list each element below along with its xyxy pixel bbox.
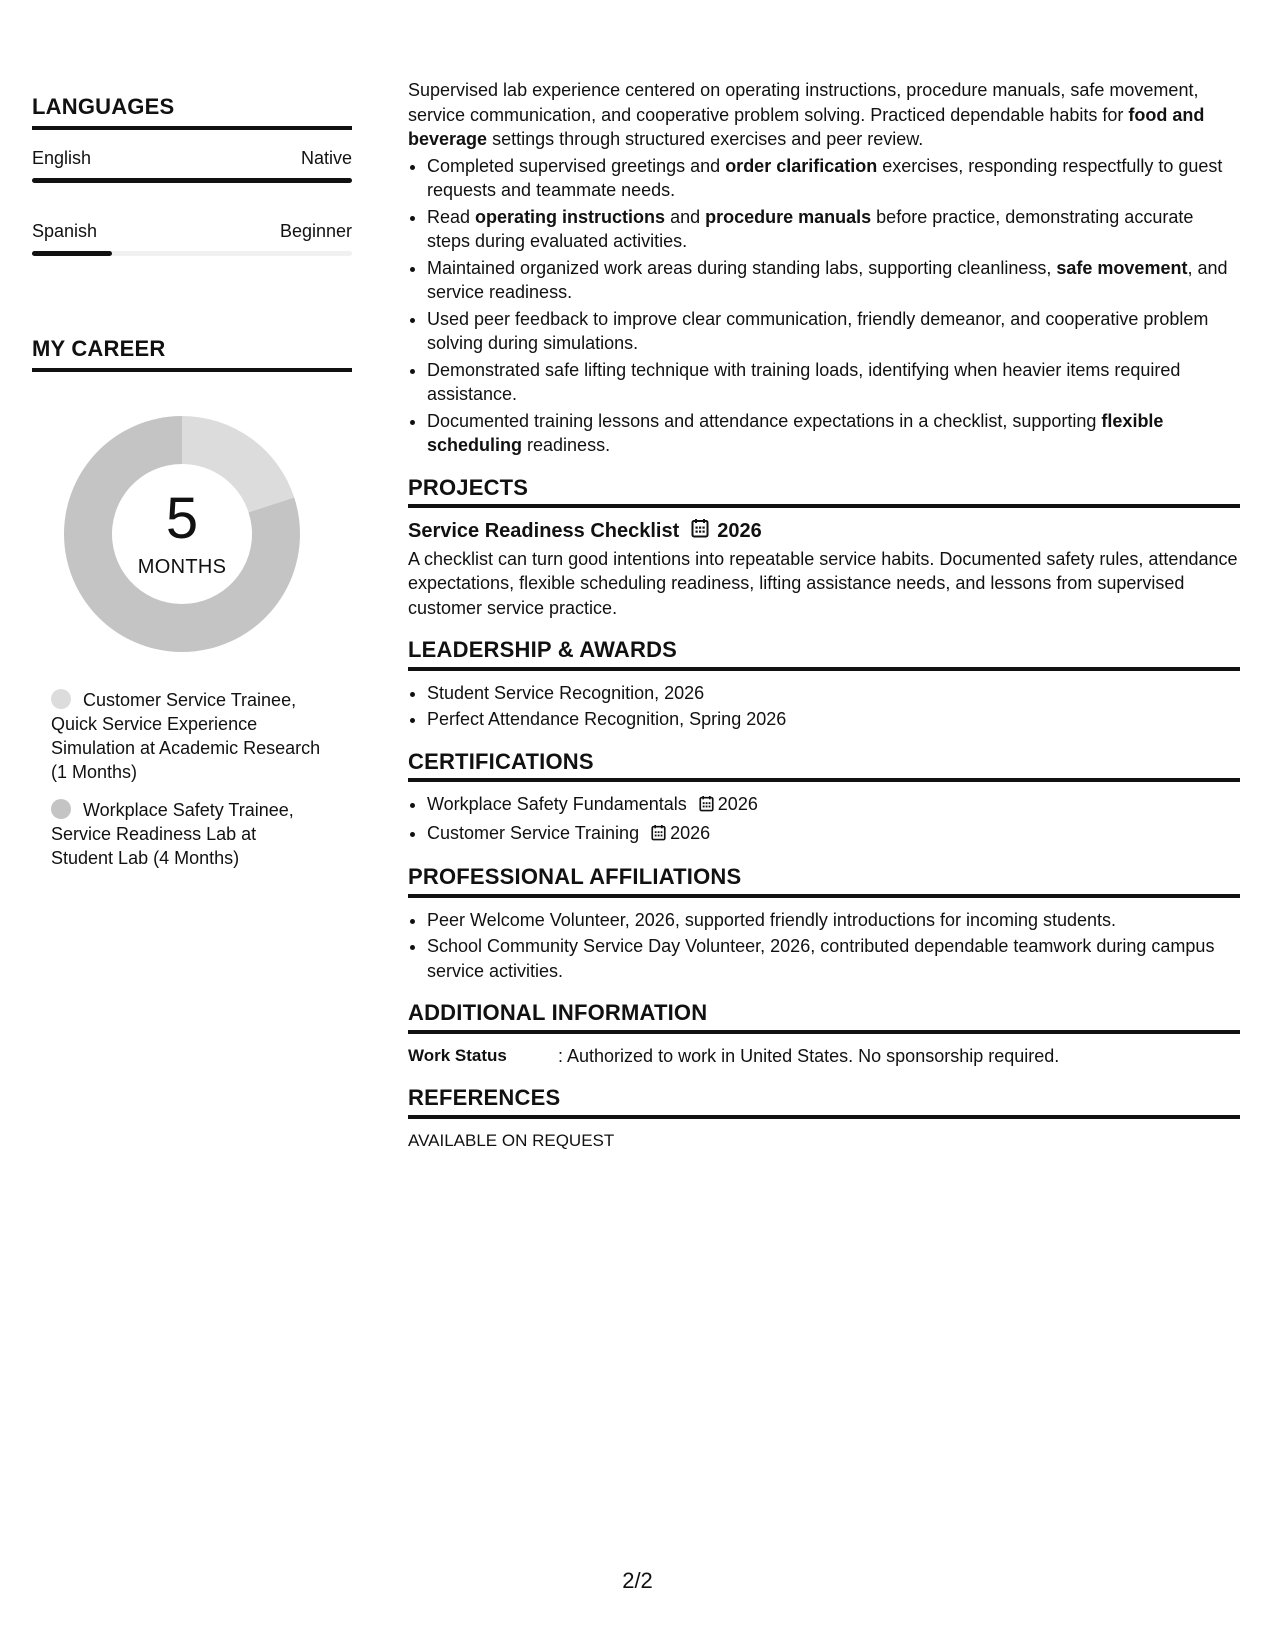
career-legend-item <box>51 798 321 870</box>
experience-bullet: • Maintained organized work areas during standing labs, supporting cleanliness, safe movement, and service readiness. <box>427 256 1240 305</box>
experience-bullets <box>408 154 1240 458</box>
certification-item: • Customer Service Training 2026 <box>427 821 1240 848</box>
experience-bullet: • Used peer feedback to improve clear communication, friendly demeanor, and cooperative problem solving during simulations. <box>427 307 1240 356</box>
career-role-label: Workplace Safety Trainee, Service Readiness Lab at Student Lab (4 Months) <box>51 800 294 868</box>
experience-bullet: • Read operating instructions and procedure manuals before practice, demonstrating accurate steps during evaluated activities. <box>427 205 1240 254</box>
references-title: REFERENCES <box>408 1086 1240 1119</box>
career-legend-item <box>51 688 321 784</box>
languages-list <box>32 146 352 256</box>
languages-title: LANGUAGES <box>32 94 352 130</box>
project-name: Service Readiness Checklist <box>408 520 680 542</box>
award-item: • Student Service Recognition, 2026 <box>427 681 1240 706</box>
career-total-value: 5 <box>165 485 199 551</box>
certifications-list <box>408 792 1240 847</box>
language-name: Spanish <box>32 221 98 241</box>
experience-bullet: • Demonstrated safe lifting technique with training loads, identifying when heavier items required assistance. <box>427 358 1240 407</box>
career-title: MY CAREER <box>32 336 352 372</box>
language-level: Native <box>300 148 352 168</box>
work-status-row <box>408 1044 1240 1069</box>
references-text: AVAILABLE ON REQUEST <box>408 1130 615 1150</box>
work-status-label: Work Status <box>408 1045 507 1065</box>
language-item <box>32 219 352 256</box>
calendar-icon <box>691 518 709 545</box>
experience-bullet: • Documented training lessons and attendance expectations in a checklist, supporting flexible scheduling readiness. <box>427 409 1240 458</box>
language-proficiency-fill <box>32 251 112 256</box>
page-number: 2/2 <box>622 1568 653 1593</box>
career-legend <box>51 688 352 870</box>
experience-summary: Supervised lab experience centered on operating instructions, procedure manuals, safe movement, service communication, and cooperative problem solving. Practiced dependable habits for food and beverage settings through structured exercises and peer review. <box>408 80 1205 149</box>
language-proficiency-fill <box>32 178 352 183</box>
language-proficiency-bar <box>32 178 352 183</box>
projects-title: PROJECTS <box>408 476 1240 509</box>
affiliation-item: • School Community Service Day Volunteer, 2026, contributed dependable teamwork during campus service activities. <box>427 934 1240 983</box>
language-level: Beginner <box>279 221 352 241</box>
career-donut-chart <box>52 404 312 664</box>
project-heading <box>408 518 1240 545</box>
additional-section <box>408 1001 1240 1068</box>
legend-dot-icon <box>51 799 71 819</box>
experience-bullet: • Completed supervised greetings and order clarification exercises, responding respectfully to guest requests and teammate needs. <box>427 154 1240 203</box>
career-role-label: Customer Service Trainee, Quick Service Experience Simulation at Academic Research (1 Months) <box>51 690 321 782</box>
work-status-value: : Authorized to work in United States. No sponsorship required. <box>558 1045 1060 1066</box>
calendar-icon <box>651 823 666 848</box>
certification-item: • Workplace Safety Fundamentals 2026 <box>427 792 1240 819</box>
affiliations-section <box>408 865 1240 983</box>
certifications-title: CERTIFICATIONS <box>408 750 1240 783</box>
left-column <box>32 94 352 884</box>
affiliation-item: • Peer Welcome Volunteer, 2026, supported friendly introductions for incoming students. <box>427 908 1240 933</box>
language-proficiency-bar <box>32 251 352 256</box>
project-description: A checklist can turn good intentions into repeatable service habits. Documented safety rules, attendance expectations, flexible scheduling readiness, lifting assistance needs, and lessons from supervised customer service practice. <box>408 548 1238 618</box>
leadership-list <box>408 681 1240 732</box>
award-item: • Perfect Attendance Recognition, Spring 2026 <box>427 707 1240 732</box>
career-total-unit: MONTHS <box>137 555 227 578</box>
projects-section <box>408 476 1240 621</box>
references-section <box>408 1086 1240 1153</box>
project-year: 2026 <box>717 520 762 542</box>
language-item <box>32 146 352 183</box>
legend-dot-icon <box>51 689 71 709</box>
affiliations-title: PROFESSIONAL AFFILIATIONS <box>408 865 1240 898</box>
leadership-section <box>408 638 1240 732</box>
right-column <box>408 78 1240 1153</box>
calendar-icon <box>699 794 714 819</box>
language-name: English <box>32 148 92 168</box>
certifications-section <box>408 750 1240 848</box>
donut-center <box>52 404 312 664</box>
additional-title: ADDITIONAL INFORMATION <box>408 1001 1240 1034</box>
affiliations-list <box>408 908 1240 984</box>
leadership-title: LEADERSHIP & AWARDS <box>408 638 1240 671</box>
